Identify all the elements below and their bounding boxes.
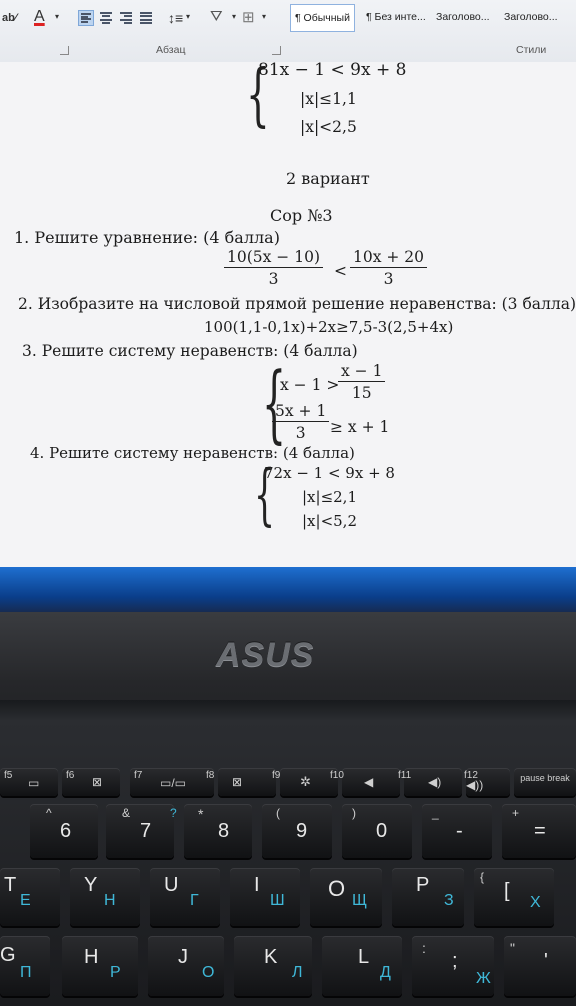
fraction-denominator: 3 xyxy=(383,270,394,288)
fraction-denominator: 3 xyxy=(268,270,279,288)
fraction xyxy=(272,402,329,442)
paragraph-dialog-launcher[interactable] xyxy=(272,46,281,55)
document-page xyxy=(0,56,576,570)
key-j[interactable]: J О xyxy=(148,936,224,996)
sor-title: Сор №3 xyxy=(270,206,333,225)
key-o[interactable]: O Щ xyxy=(310,868,382,926)
chevron-down-icon[interactable]: ▾ xyxy=(186,12,191,21)
font-color-icon[interactable]: A xyxy=(34,8,45,25)
system-line: |x|≤2,1 xyxy=(302,488,357,506)
key-f5[interactable]: f5 ▭ xyxy=(0,768,58,796)
fraction-numerator: 10x + 20 xyxy=(350,248,427,268)
mute-icon: ◀ xyxy=(364,775,374,789)
key-f8[interactable]: f8 ⊠ xyxy=(218,768,276,796)
justify-button[interactable] xyxy=(138,10,154,26)
display-switch-icon: ▭/▭ xyxy=(160,776,187,790)
system-brace: { xyxy=(254,456,275,533)
align-center-button[interactable] xyxy=(98,10,114,26)
fraction-numerator: x − 1 xyxy=(338,362,385,382)
screen-bottom-edge xyxy=(0,567,576,617)
key-t[interactable]: T Е xyxy=(0,868,60,926)
styles-group-label: Стили xyxy=(516,44,547,56)
shading-icon[interactable]: ⛛ xyxy=(210,8,223,25)
style-no-spacing[interactable]: ¶ Без инте... xyxy=(366,11,426,23)
system-line: |x|<5,2 xyxy=(302,512,357,530)
key-6[interactable]: ^ 6 xyxy=(30,804,98,858)
task-3-label: 3. Решите систему неравенств: (4 балла) xyxy=(22,342,358,360)
chevron-down-icon[interactable]: ▾ xyxy=(55,12,60,21)
fraction-numerator: 5x + 1 xyxy=(272,402,329,422)
touchpad-off-icon: ⊠ xyxy=(92,775,103,789)
key-i[interactable]: I Ш xyxy=(230,868,300,926)
system-line: 72x − 1 < 9x + 8 xyxy=(264,464,395,482)
key-h[interactable]: H Р xyxy=(62,936,138,996)
chevron-down-icon[interactable]: ▾ xyxy=(232,12,237,21)
align-right-button[interactable] xyxy=(118,10,134,26)
key-f10[interactable]: f10 ◀ xyxy=(342,768,400,796)
key-k[interactable]: K Л xyxy=(234,936,312,996)
key-g[interactable]: G П xyxy=(0,936,50,996)
system-line: |x|≤1,1 xyxy=(300,90,357,108)
system-brace: { xyxy=(262,354,287,452)
word-ribbon xyxy=(0,0,576,63)
key-equals[interactable]: + = xyxy=(502,804,576,858)
key-minus[interactable]: _ - xyxy=(422,804,492,858)
task-2-label: 2. Изобразите на числовой прямой решение неравенства: (3 балла) xyxy=(18,295,576,313)
key-f9[interactable]: f9 ✲ xyxy=(280,768,338,796)
camera-icon: ⊠ xyxy=(232,775,243,789)
align-left-button[interactable] xyxy=(78,10,94,26)
highlight-color-icon[interactable]: ab⁄ xyxy=(2,12,17,24)
key-8[interactable]: * 8 xyxy=(184,804,252,858)
system-line: |x|<2,5 xyxy=(300,118,357,136)
key-l[interactable]: L Д xyxy=(322,936,402,996)
asus-logo: ASUS xyxy=(216,636,315,674)
key-f11[interactable]: f11 ◀) xyxy=(404,768,462,796)
task-4-label: 4. Решите систему неравенств: (4 балла) xyxy=(30,444,355,462)
key-pause-break[interactable]: pause break xyxy=(514,768,576,796)
task-1-label: 1. Решите уравнение: (4 балла) xyxy=(14,228,280,247)
key-f7[interactable]: f7 ▭/▭ xyxy=(130,768,214,796)
key-f6[interactable]: f6 ⊠ xyxy=(62,768,120,796)
style-heading-2[interactable]: Заголово... xyxy=(504,11,558,23)
key-y[interactable]: Y Н xyxy=(70,868,140,926)
style-normal[interactable]: ¶ Обычный xyxy=(290,4,355,32)
task-2-expression: 100(1,1-0,1x)+2x≥7,5-3(2,5+4x) xyxy=(204,318,454,336)
key-p[interactable]: P З xyxy=(392,868,464,926)
volume-up-icon: ◀)) xyxy=(466,778,484,792)
font-dialog-launcher[interactable] xyxy=(60,46,69,55)
fraction-numerator: 10(5x − 10) xyxy=(224,248,323,268)
volume-down-icon: ◀) xyxy=(428,775,442,789)
laptop-hinge xyxy=(0,700,576,720)
brightness-icon: ✲ xyxy=(300,774,311,789)
paragraph-group-label: Абзац xyxy=(156,44,186,56)
inequality-sign: < xyxy=(334,262,347,280)
style-heading-1[interactable]: Заголово... xyxy=(436,11,490,23)
system-line: ≥ x + 1 xyxy=(330,418,390,436)
line-spacing-icon[interactable]: ↕≡ xyxy=(168,10,184,26)
key-9[interactable]: ( 9 xyxy=(262,804,332,858)
battery-icon: ▭ xyxy=(28,776,40,790)
key-semicolon[interactable]: : ; Ж xyxy=(412,936,494,996)
key-f12[interactable]: f12 ◀)) xyxy=(466,768,510,796)
chevron-down-icon[interactable]: ▾ xyxy=(262,12,267,21)
key-0[interactable]: ) 0 xyxy=(342,804,412,858)
key-quote[interactable]: " ' xyxy=(504,936,576,996)
fraction-denominator: 15 xyxy=(351,384,372,402)
system-line: x − 1 > xyxy=(280,376,340,394)
variant-title: 2 вариант xyxy=(286,169,370,188)
key-7[interactable]: & ? 7 xyxy=(106,804,174,858)
system-brace: { xyxy=(246,56,270,135)
system-line: 81x − 1 < 9x + 8 xyxy=(258,60,407,80)
borders-icon[interactable]: ⊞ xyxy=(242,9,255,26)
fraction xyxy=(338,362,385,402)
key-u[interactable]: U Г xyxy=(150,868,220,926)
key-bracket-left[interactable]: { [ Х xyxy=(474,868,554,926)
fraction xyxy=(224,248,323,288)
fraction xyxy=(350,248,427,288)
fraction-denominator: 3 xyxy=(295,424,306,442)
